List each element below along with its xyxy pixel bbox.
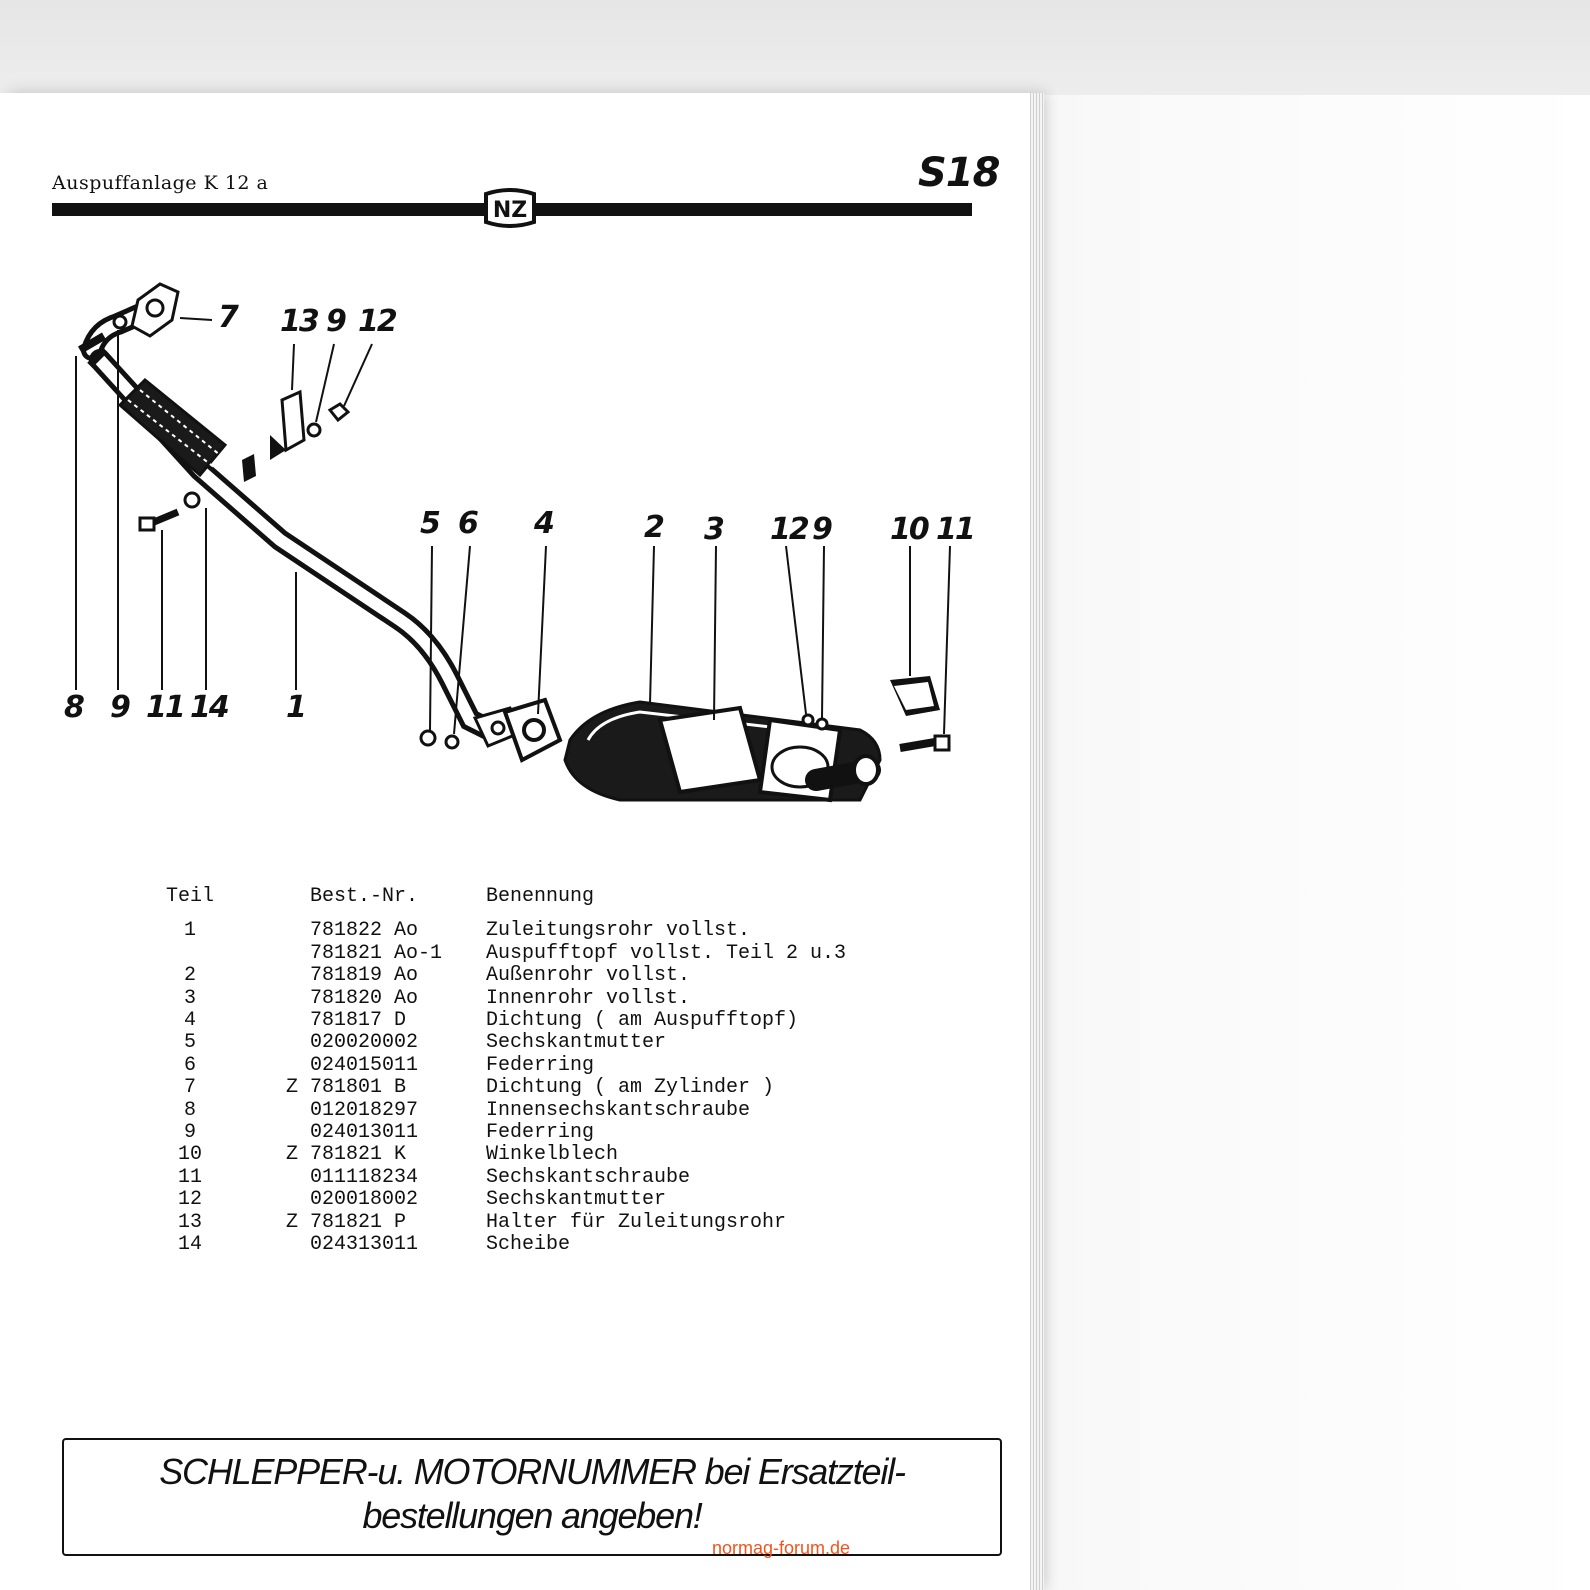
cell-benennung: Außenrohr vollst.: [486, 964, 691, 988]
callout-8: 8: [64, 690, 83, 725]
cell-prefix: Z: [286, 1210, 299, 1234]
cell-teil: 4: [183, 1009, 196, 1033]
cell-prefix: [220, 1122, 310, 1144]
cell-teil: 7: [183, 1076, 196, 1100]
table-row: [160, 1122, 846, 1144]
parts-list-table: [160, 886, 846, 1257]
lower-bolt-drawing: [140, 493, 199, 530]
table-row: [160, 1055, 846, 1077]
cell-best-nr: 024313011: [310, 1233, 419, 1257]
callout-9: 9: [326, 304, 345, 339]
callout-13: 13: [280, 304, 318, 339]
cell-prefix: [220, 943, 310, 965]
table-row: [160, 1100, 846, 1122]
cell-best-nr: 024013011: [310, 1121, 419, 1145]
callout-11: 11: [936, 512, 974, 547]
cell-teil: 11: [177, 1165, 202, 1189]
callout-10: 10: [890, 512, 928, 547]
cell-benennung: Federring: [486, 1053, 595, 1077]
cell-best-nr: 781821 K: [310, 1143, 407, 1167]
cell-teil: 5: [183, 1031, 196, 1055]
page-number: S18: [918, 150, 1000, 196]
table-row: [160, 1189, 846, 1211]
cell-teil: 13: [177, 1210, 202, 1234]
header-best-nr: Best.-Nr.: [310, 885, 419, 908]
table-row: [160, 920, 846, 942]
nz-logo: [480, 188, 540, 228]
table-row: [160, 943, 846, 965]
cell-benennung: Halter für Zuleitungsrohr: [486, 1210, 787, 1234]
callout-6: 6: [458, 506, 477, 541]
table-row: [160, 1010, 846, 1032]
cell-benennung: Dichtung ( am Zylinder ): [486, 1076, 775, 1100]
notice-line-1: SCHLEPPER-u. MOTORNUMMER bei Ersatzteil-: [159, 1451, 905, 1492]
cell-teil: 2: [183, 964, 196, 988]
order-notice-text: [64, 1450, 1000, 1538]
cell-prefix: [220, 1167, 310, 1189]
cell-best-nr: 781821 P: [310, 1210, 407, 1234]
callout-12: 12: [358, 304, 396, 339]
cell-teil: 14: [177, 1233, 202, 1257]
cell-benennung: Auspufftopf vollst. Teil 2 u.3: [486, 941, 847, 965]
cell-prefix: [220, 965, 310, 987]
scan-background: [0, 0, 1590, 95]
table-row: [160, 1032, 846, 1054]
table-row: [160, 1077, 846, 1099]
cell-best-nr: 011118234: [310, 1165, 419, 1189]
cell-benennung: Dichtung ( am Auspufftopf): [486, 1009, 799, 1033]
callout-1: 1: [286, 690, 305, 725]
order-notice-box: [62, 1438, 1002, 1556]
callout-7: 7: [218, 300, 237, 335]
table-row: [160, 988, 846, 1010]
cell-benennung: Zuleitungsrohr vollst.: [486, 919, 751, 943]
cell-prefix: [220, 1189, 310, 1211]
cell-teil: 12: [177, 1188, 202, 1212]
cell-teil: [160, 943, 220, 965]
cell-best-nr: 781819 Ao: [310, 964, 419, 988]
table-row: [160, 1212, 846, 1234]
cell-benennung: Sechskantmutter: [486, 1031, 667, 1055]
cell-prefix: [220, 1055, 310, 1077]
callout-11b: 11: [146, 690, 184, 725]
cell-benennung: Sechskantschraube: [486, 1165, 691, 1189]
header-benennung: Benennung: [486, 885, 595, 908]
table-row: [160, 1234, 846, 1256]
cell-best-nr: 781801 B: [310, 1076, 407, 1100]
exhaust-exploded-diagram: [0, 240, 1038, 860]
cell-prefix: Z: [286, 1076, 299, 1100]
cell-teil: 8: [183, 1098, 196, 1122]
page-title: Auspuffanlage K 12 a: [52, 172, 269, 194]
callout-9c: 9: [110, 690, 129, 725]
cell-best-nr: 020020002: [310, 1031, 419, 1055]
table-row: [160, 965, 846, 987]
cell-best-nr: 781820 Ao: [310, 986, 419, 1010]
cell-teil: 1: [183, 919, 196, 943]
heat-shield-drawing: [120, 380, 225, 475]
callout-9b: 9: [812, 512, 831, 547]
header-spacer: [220, 886, 310, 920]
notice-line-2: bestellungen angeben!: [362, 1495, 702, 1536]
cell-best-nr: 781822 Ao: [310, 919, 419, 943]
cell-benennung: Federring: [486, 1121, 595, 1145]
callout-2: 2: [644, 510, 663, 545]
cell-benennung: Sechskantmutter: [486, 1188, 667, 1212]
cell-best-nr: 012018297: [310, 1098, 419, 1122]
cell-prefix: [220, 1032, 310, 1054]
cell-best-nr: 781817 D: [310, 1009, 407, 1033]
cell-best-nr: 781821 Ao-1: [310, 941, 443, 965]
cell-teil: 3: [183, 986, 196, 1010]
cell-prefix: [220, 1100, 310, 1122]
callout-5: 5: [420, 506, 439, 541]
cell-best-nr: 020018002: [310, 1188, 419, 1212]
cell-prefix: [220, 988, 310, 1010]
callout-12b: 12: [770, 512, 808, 547]
table-row: [160, 1144, 846, 1166]
cell-teil: 6: [183, 1053, 196, 1077]
cell-teil: 10: [177, 1143, 202, 1167]
muffler-drawing: [565, 702, 880, 800]
cell-benennung: Innensechskantschraube: [486, 1098, 751, 1122]
cell-benennung: Winkelblech: [486, 1143, 619, 1167]
bracket-hardware-drawing: [242, 392, 348, 482]
cell-prefix: Z: [286, 1143, 299, 1167]
cell-prefix: [220, 1234, 310, 1256]
cell-benennung: Scheibe: [486, 1233, 571, 1257]
table-header-row: [160, 886, 846, 920]
header-teil: Teil: [165, 885, 214, 908]
cell-best-nr: 024015011: [310, 1053, 419, 1077]
cell-prefix: [220, 1010, 310, 1032]
callout-4: 4: [534, 506, 553, 541]
callout-3: 3: [704, 512, 723, 547]
callout-14: 14: [190, 690, 228, 725]
angle-bracket-drawing: [890, 676, 949, 750]
site-watermark: normag-forum.de: [712, 1538, 851, 1558]
table-row: [160, 1167, 846, 1189]
nz-logo-text: NZ: [492, 198, 528, 223]
cell-benennung: Innenrohr vollst.: [486, 986, 691, 1010]
cell-teil: 9: [183, 1121, 196, 1145]
cell-prefix: [220, 920, 310, 942]
